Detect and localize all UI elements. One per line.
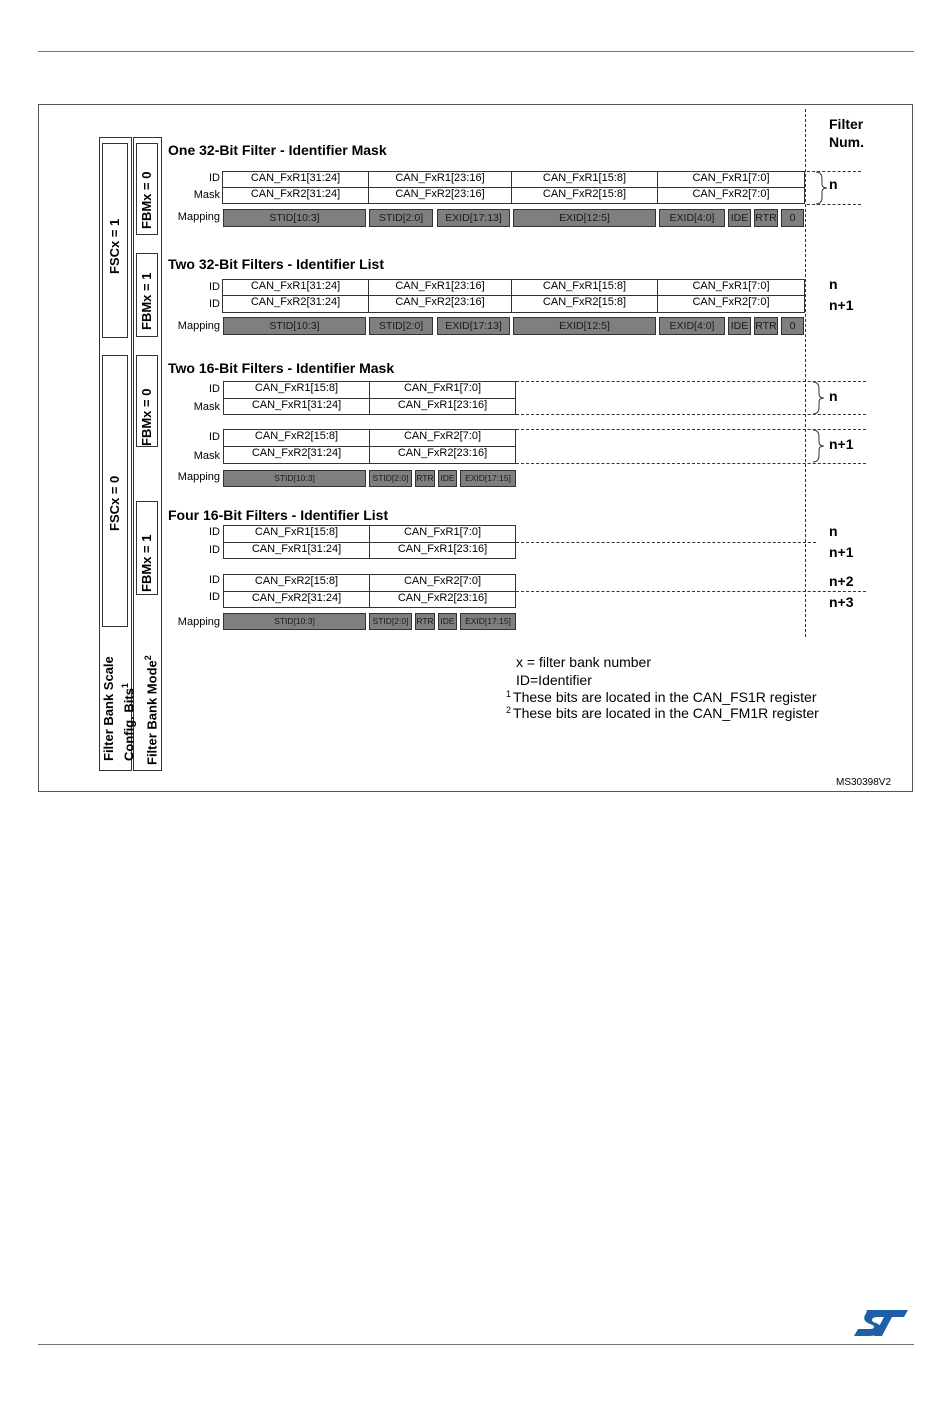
register-cell: CAN_FxR1[31:24] <box>222 279 369 296</box>
row-label: ID <box>209 431 220 443</box>
figure-code: MS30398V2 <box>836 777 892 788</box>
mapping-field: STID[10:3] <box>223 470 366 487</box>
section-title-two-16bit-mask: Two 16-Bit Filters - Identifier Mask <box>168 360 395 376</box>
mapping-field: RTR <box>415 470 435 487</box>
legend-note2-text: These bits are located in the CAN_FM1R register <box>513 705 819 721</box>
register-cell: CAN_FxR1[31:24] <box>223 542 370 559</box>
row-label: Mask <box>193 401 220 413</box>
mode-text: Filter Bank Mode <box>144 660 160 765</box>
mapping-field: STID[10:3] <box>223 209 366 227</box>
filter-separator <box>516 591 866 592</box>
mapping-field: 0 <box>781 317 804 335</box>
row-label: ID <box>209 544 220 556</box>
st-logo-icon <box>852 1308 910 1338</box>
mapping-field: EXID[4:0] <box>659 317 725 335</box>
register-cell: CAN_FxR2[23:16] <box>368 187 512 204</box>
register-cell: CAN_FxR1[23:16] <box>369 398 516 415</box>
filter-num-header-line2: Num. <box>829 134 864 150</box>
filter-number: n <box>829 176 838 192</box>
brace-icon <box>814 171 828 205</box>
scale-column-top <box>99 137 132 138</box>
register-cell: CAN_FxR1[15:8] <box>511 171 658 188</box>
mapping-label: Mapping <box>177 616 220 628</box>
fscx0-box <box>102 355 128 627</box>
register-cell: CAN_FxR1[23:16] <box>368 171 512 188</box>
scale-bits-sup: 1 <box>120 683 130 689</box>
bottom-rule <box>38 1344 914 1345</box>
register-cell: CAN_FxR2[7:0] <box>657 187 805 204</box>
filter-number: n <box>829 276 838 292</box>
register-cell: CAN_FxR1[23:16] <box>368 279 512 296</box>
mapping-field: EXID[17:15] <box>460 470 516 487</box>
register-cell: CAN_FxR1[7:0] <box>369 525 516 543</box>
register-cell: CAN_FxR1[23:16] <box>369 542 516 559</box>
register-cell: CAN_FxR2[31:24] <box>223 591 370 608</box>
top-rule <box>38 51 914 52</box>
register-cell: CAN_FxR1[31:24] <box>222 171 369 188</box>
register-cell: CAN_FxR1[7:0] <box>657 171 805 188</box>
scale-bits-line1: Filter Bank Scale <box>101 656 116 761</box>
fscx0-label: FSCx = 0 <box>107 475 122 531</box>
mapping-field: EXID[4:0] <box>659 209 725 227</box>
mapping-field: STID[2:0] <box>369 209 433 227</box>
legend-line1: x = filter bank number <box>516 654 652 670</box>
scale-bits-label <box>101 656 137 761</box>
filter-num-header-line1: Filter <box>829 116 864 132</box>
mapping-field: RTR <box>754 317 778 335</box>
mapping-field: EXID[12:5] <box>513 317 656 335</box>
row-label: ID <box>209 526 220 538</box>
section-title-one-32bit-mask: One 32-Bit Filter - Identifier Mask <box>168 142 387 158</box>
mapping-field: STID[2:0] <box>369 470 412 487</box>
fscx1-box <box>102 143 128 338</box>
register-cell: CAN_FxR1[7:0] <box>657 279 805 296</box>
mapping-label: Mapping <box>177 471 220 483</box>
register-cell: CAN_FxR1[15:8] <box>223 381 370 399</box>
register-cell: CAN_FxR2[31:24] <box>222 295 369 313</box>
fbmx0-box-b <box>136 355 158 447</box>
register-cell: CAN_FxR2[7:0] <box>657 295 805 313</box>
mapping-field: EXID[17:13] <box>437 209 510 227</box>
fbmx1-label-b: FBMx = 1 <box>139 534 154 592</box>
legend-note2-sup: 2 <box>506 705 512 715</box>
row-label: ID <box>209 574 220 586</box>
mode-sup: 2 <box>143 655 153 661</box>
diagram-frame <box>38 104 913 792</box>
register-cell: CAN_FxR2[23:16] <box>368 295 512 313</box>
register-cell: CAN_FxR1[15:8] <box>511 279 658 296</box>
row-label: ID <box>209 281 220 293</box>
mode-column-top <box>133 137 162 138</box>
register-cell: CAN_FxR2[15:8] <box>511 295 658 313</box>
legend-note1-sup: 1 <box>506 689 512 699</box>
filter-number: n+3 <box>829 594 854 610</box>
mapping-field: IDE <box>728 317 751 335</box>
filter-number: n <box>829 523 838 539</box>
register-cell: CAN_FxR1[7:0] <box>369 381 516 399</box>
mapping-field: 0 <box>781 209 804 227</box>
scale-column-bottom <box>99 770 132 771</box>
register-cell: CAN_FxR2[23:16] <box>369 591 516 608</box>
register-cell: CAN_FxR2[15:8] <box>511 187 658 204</box>
filter-num-divider <box>805 109 806 637</box>
legend-note1-text: These bits are located in the CAN_FS1R register <box>513 689 817 705</box>
mapping-field: EXID[17:15] <box>460 613 516 630</box>
filter-number: n+1 <box>829 436 854 452</box>
register-cell: CAN_FxR2[15:8] <box>223 429 370 447</box>
legend-note1 <box>506 689 817 705</box>
row-label: ID <box>209 298 220 310</box>
mapping-field: IDE <box>728 209 751 227</box>
mode-column-line-right <box>161 137 162 771</box>
mapping-field: STID[10:3] <box>223 613 366 630</box>
scale-column-line-left <box>99 137 100 771</box>
mapping-field: EXID[12:5] <box>513 209 656 227</box>
register-cell: CAN_FxR2[31:24] <box>223 446 370 464</box>
fbmx0-label-b: FBMx = 0 <box>139 388 154 446</box>
scale-bits-line2-wrap <box>117 656 137 761</box>
row-label: ID <box>209 383 220 395</box>
mapping-label: Mapping <box>177 320 220 332</box>
row-label: Mask <box>193 450 220 462</box>
register-cell: CAN_FxR2[7:0] <box>369 429 516 447</box>
register-cell: CAN_FxR2[7:0] <box>369 574 516 592</box>
row-label: ID <box>209 591 220 603</box>
fbmx0-label-a: FBMx = 0 <box>139 171 154 229</box>
filter-separator <box>516 542 816 543</box>
row-label: Mask <box>193 189 220 201</box>
legend-line2: ID=Identifier <box>516 672 592 688</box>
fscx1-label: FSCx = 1 <box>107 218 122 274</box>
mapping-field: RTR <box>754 209 778 227</box>
mapping-field: STID[10:3] <box>223 317 366 335</box>
mapping-field: STID[2:0] <box>369 317 433 335</box>
section-title-two-32bit-list: Two 32-Bit Filters - Identifier List <box>168 256 384 272</box>
register-cell: CAN_FxR1[15:8] <box>223 525 370 543</box>
filter-separator <box>516 463 866 464</box>
filter-number: n+1 <box>829 544 854 560</box>
fbmx1-box-b <box>136 501 158 595</box>
mode-column-bottom <box>133 770 162 771</box>
fbmx1-label-a: FBMx = 1 <box>139 272 154 330</box>
scale-bits-line2: Config. Bits <box>121 688 137 761</box>
mapping-field: RTR <box>415 613 435 630</box>
register-cell: CAN_FxR2[23:16] <box>369 446 516 464</box>
section-title-four-16bit-list: Four 16-Bit Filters - Identifier List <box>168 507 389 523</box>
fbmx1-box-a <box>136 253 158 337</box>
filter-number: n+2 <box>829 573 854 589</box>
register-cell: CAN_FxR1[31:24] <box>223 398 370 415</box>
filter-number: n <box>829 388 838 404</box>
mapping-field: EXID[17:13] <box>437 317 510 335</box>
mapping-label: Mapping <box>177 211 220 223</box>
legend-note2 <box>506 705 819 721</box>
mapping-field: IDE <box>438 470 457 487</box>
mode-label <box>140 655 160 765</box>
register-cell: CAN_FxR2[31:24] <box>222 187 369 204</box>
filter-number: n+1 <box>829 297 854 313</box>
mapping-field: STID[2:0] <box>369 613 412 630</box>
row-label: ID <box>209 172 220 184</box>
brace-icon <box>811 381 825 415</box>
mapping-field: IDE <box>438 613 457 630</box>
register-cell: CAN_FxR2[15:8] <box>223 574 370 592</box>
brace-icon <box>811 429 825 463</box>
fbmx0-box-a <box>136 143 158 235</box>
